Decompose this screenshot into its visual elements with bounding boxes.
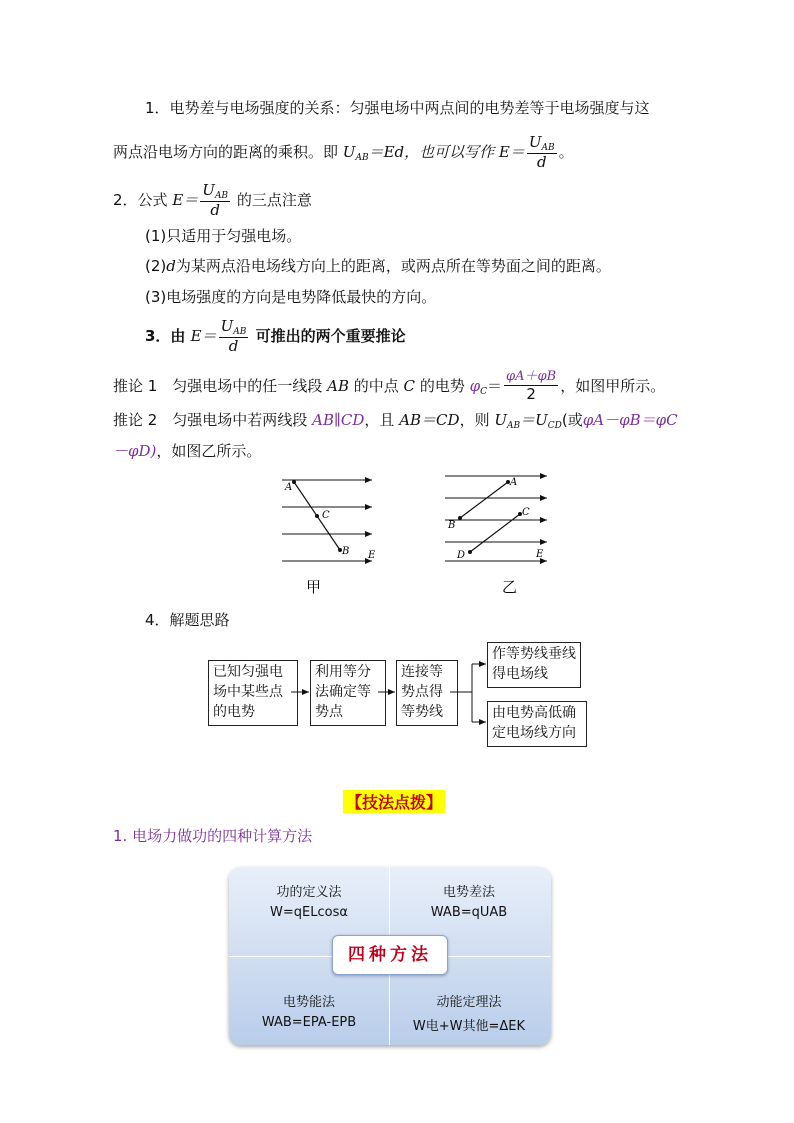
label-e: E: [368, 550, 376, 561]
label-c: C: [522, 507, 530, 518]
label-a: A: [285, 482, 293, 493]
section2-title-pre: 2．公式: [113, 191, 168, 209]
inf1-mid2: 的电势: [419, 377, 465, 395]
inf1-ab: AB: [327, 377, 349, 395]
inf2-mid: ，且: [364, 411, 395, 429]
frac-num: U: [220, 316, 234, 335]
section3-title-post: 可推出的两个重要推论: [255, 327, 406, 345]
field-diagrams: [270, 468, 570, 600]
methods-panel: [229, 867, 551, 1045]
frac-num-sub: AB: [541, 142, 555, 153]
section2-title-post: 的三点注意: [236, 191, 312, 209]
inf2-eq: AB＝CD: [399, 411, 460, 429]
uab-symbol: U: [342, 143, 356, 161]
q4-formula: W电+W其他=ΔEK: [412, 1019, 526, 1034]
q4-title: 动能定理法: [436, 995, 502, 1010]
inf1-fraction: [504, 370, 558, 403]
period: 。: [558, 143, 574, 161]
inf2-line2: －φD): [113, 442, 157, 460]
eq-ed: ＝Ed，也可以写作: [368, 143, 495, 161]
inf1-post: ，如图甲所示。: [560, 377, 666, 395]
inf2-mid2: ，则: [459, 411, 490, 429]
note2-text: 为某两点沿电场线方向上的距离，或两点所在等势面之间的距离。: [175, 257, 611, 275]
label-b: B: [448, 520, 456, 531]
point-b: [458, 516, 462, 520]
diagram-jia: [282, 480, 376, 561]
flow-arrows: [290, 640, 490, 750]
inf1-c: C: [403, 377, 416, 395]
frac-den: d: [536, 153, 547, 172]
label-c: C: [322, 510, 330, 521]
q3-formula: WAB=EPA-EPB: [261, 1015, 357, 1030]
tips-heading: 1. 电场力做功的四种计算方法: [113, 827, 313, 845]
item1-line1: 1．电势差与电场强度的关系：匀强电场中两点间的电势差等于电场强度与这: [145, 99, 650, 117]
note3: (3)电场强度的方向是电势降低最快的方向。: [145, 288, 437, 306]
section2-title: [113, 180, 312, 220]
center-label: 四种方法: [332, 935, 448, 975]
flow-box-4: 作等势线垂线得电场线: [487, 642, 581, 688]
tips-banner: 【技法点拨】: [343, 790, 445, 813]
inf2-u2-sub: CD: [547, 421, 562, 431]
section3-fraction: [219, 318, 249, 356]
inf2-eq2: ＝U: [520, 411, 548, 429]
inf1-mid: 的中点: [353, 377, 399, 395]
label-e: E: [536, 549, 544, 560]
label-b: B: [342, 546, 350, 557]
frac-num-sub: AB: [214, 190, 229, 201]
note2-d: d: [166, 257, 176, 275]
frac-num-sub: AB: [233, 326, 247, 337]
diagram-yi: [445, 476, 547, 561]
frac-den: d: [228, 337, 239, 356]
inference1: [113, 366, 665, 412]
flow-box-1: 已知匀强电场中某些点的电势: [208, 660, 298, 726]
note2: [145, 255, 611, 276]
inf1-pre: 推论 1 匀强电场中的任一线段: [113, 377, 323, 395]
frac-num: U: [528, 132, 542, 151]
label-d: D: [457, 550, 466, 561]
frac-num: U: [202, 180, 215, 199]
note2-pre: (2): [145, 257, 167, 275]
inf2-u-sub: AB: [507, 421, 521, 431]
inf1-num: φA＋φB: [506, 368, 557, 384]
inf2-post: ，如图乙所示。: [156, 442, 262, 460]
item1-line2: [113, 132, 574, 178]
formula-fraction: [527, 134, 557, 172]
flow-box-2: 利用等分法确定等势点: [310, 660, 386, 726]
inf2-phi: φA－φB＝φC: [582, 411, 678, 429]
inf1-eq: ＝: [487, 377, 503, 395]
q1-title: 功的定义法: [276, 885, 342, 900]
uab-sub: AB: [355, 153, 369, 163]
inf2-abcd: AB∥CD: [312, 411, 365, 429]
inf2-paren: (或: [561, 411, 583, 429]
inference2-line2: [113, 440, 261, 461]
inf1-phic-sub: C: [480, 387, 488, 397]
point-d: [468, 550, 472, 554]
label-jia: 甲: [306, 578, 322, 596]
inf2-pre: 推论 2 匀强电场中若两线段: [113, 411, 308, 429]
inference2: [113, 409, 678, 431]
q3-title: 电势能法: [282, 995, 335, 1010]
section3-title-pre: 3．由: [145, 327, 186, 345]
inf1-phic: φ: [469, 377, 481, 395]
section2-fraction: [200, 182, 230, 220]
section4-title: 4．解题思路: [145, 611, 230, 629]
section3-title: [145, 316, 406, 356]
label-a: A: [510, 477, 518, 488]
segment-ab: [460, 482, 508, 518]
q1-formula: W=qELcosα: [270, 905, 348, 920]
section2-e-eq: E＝: [172, 191, 199, 209]
e-eq: E＝: [498, 143, 525, 161]
point-a: [292, 480, 296, 484]
frac-den: d: [210, 201, 220, 220]
flow-box-5: 由电势高低确定电场线方向: [487, 701, 587, 747]
q2-title: 电势差法: [442, 885, 495, 900]
inf1-den: 2: [526, 384, 536, 403]
item1-line2-pre: 两点沿电场方向的距离的乘积。即: [113, 143, 339, 161]
flow-box-3: 连接等势点得等势线: [396, 660, 458, 726]
point-c: [315, 514, 319, 518]
note1: (1)只适用于匀强电场。: [145, 227, 302, 245]
q2-formula: WAB=qUAB: [430, 905, 508, 920]
label-yi: 乙: [502, 578, 518, 596]
section3-e-eq: E＝: [190, 327, 217, 345]
inf2-u: U: [494, 411, 508, 429]
